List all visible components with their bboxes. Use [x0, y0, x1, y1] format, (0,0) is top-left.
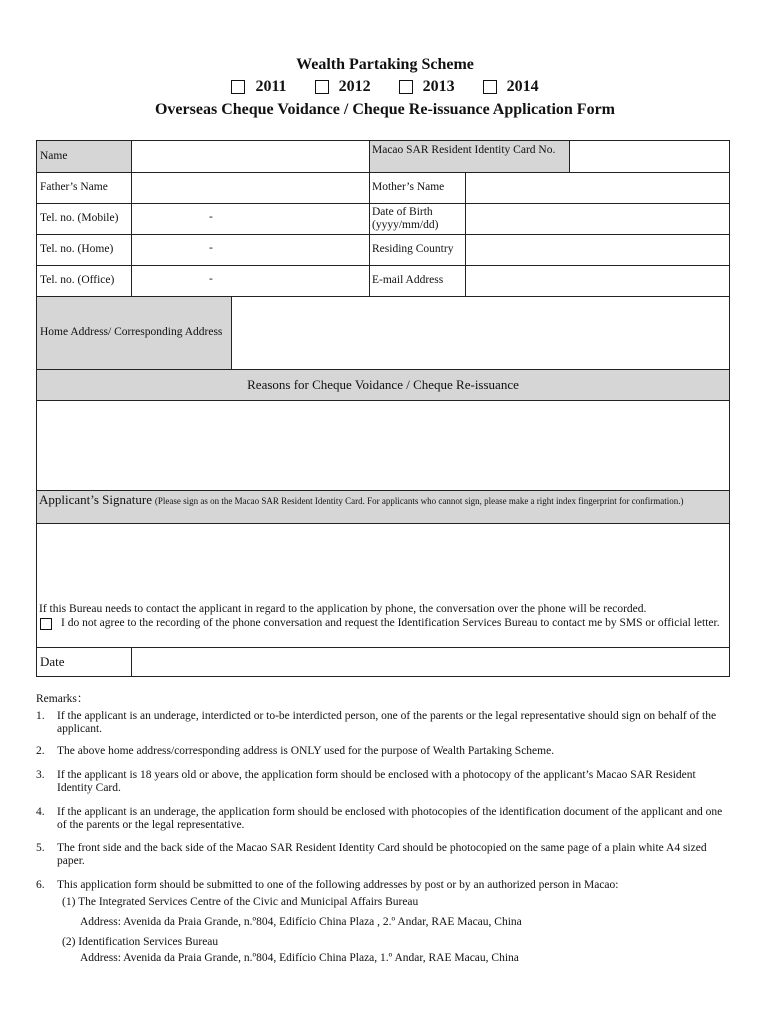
- row-divider: [37, 647, 729, 648]
- macao-id-field[interactable]: [569, 141, 729, 172]
- father-name-field[interactable]: [131, 172, 369, 203]
- office2-name: (2) Identification Services Bureau: [62, 936, 219, 948]
- dob-field[interactable]: [465, 203, 729, 234]
- form-header: [0, 54, 770, 120]
- remarks-title: Remarks：: [36, 693, 89, 705]
- year-label: 2011: [255, 78, 287, 95]
- row-divider: [37, 400, 729, 401]
- scheme-title: Wealth Partaking Scheme: [296, 56, 474, 73]
- no-record-option-label: I do not agree to the recording of the phone conversation and request the Identification Services Bureau to contact me by SMS or official letter.: [61, 617, 720, 629]
- year-checkbox[interactable]: [315, 80, 329, 94]
- year-checkbox[interactable]: [483, 80, 497, 94]
- tel-mobile-dash: -: [209, 211, 213, 223]
- year-label: 2012: [338, 78, 371, 95]
- remark-text: If the applicant is an underage, the application form should be enclosed with photocopies of the identification document of the applicant and one of the parents or the legal representative.: [57, 806, 723, 831]
- tel-office-label: Tel. no. (Office): [40, 274, 115, 286]
- signature-area[interactable]: [37, 523, 729, 647]
- tel-mobile-label: Tel. no. (Mobile): [40, 212, 119, 224]
- residing-country-field[interactable]: [465, 234, 729, 265]
- remark-number: 1.: [36, 710, 45, 722]
- remark-number: 4.: [36, 806, 45, 818]
- name-label: Name: [37, 141, 131, 172]
- office1-name: (1) The Integrated Services Centre of the Civic and Municipal Affairs Bureau: [62, 896, 419, 908]
- row-divider: [37, 172, 729, 173]
- name-field[interactable]: [131, 141, 369, 172]
- address-label: Home Address/ Corresponding Address: [37, 296, 231, 369]
- office2-address: Address: Avenida da Praia Grande, n.º804, Edifício China Plaza, 1.º Andar, RAE Macau, China: [80, 952, 519, 964]
- year-option-2011[interactable]: [231, 76, 286, 97]
- dob-label: Date of Birth (yyyy/mm/dd): [372, 206, 439, 231]
- column-divider: [131, 647, 132, 676]
- tel-home-label: Tel. no. (Home): [40, 243, 114, 255]
- signature-label: Applicant’s Signature: [39, 492, 153, 507]
- no-record-checkbox[interactable]: [40, 618, 52, 630]
- year-checkbox[interactable]: [231, 80, 245, 94]
- year-checkboxes: [0, 76, 770, 97]
- residing-country-label: Residing Country: [372, 243, 454, 255]
- office1-address: Address: Avenida da Praia Grande, n.º804, Edifício China Plaza , 2.º Andar, RAE Macau, China: [80, 916, 522, 928]
- mother-name-label: Mother’s Name: [372, 181, 445, 193]
- remark-number: 6.: [36, 879, 45, 891]
- year-option-2012[interactable]: [315, 76, 371, 97]
- column-divider: [465, 172, 466, 296]
- remark-number: 3.: [36, 769, 45, 781]
- tel-home-field[interactable]: [131, 234, 369, 265]
- tel-home-dash: -: [209, 242, 213, 254]
- year-checkbox[interactable]: [399, 80, 413, 94]
- remark-number: 5.: [36, 842, 45, 854]
- application-form: [36, 140, 730, 677]
- remark-number: 2.: [36, 745, 45, 757]
- remark-text: If the applicant is an underage, interdicted or to-be interdicted person, one of the parents or the legal representative should sign on behalf of the applicant.: [57, 710, 717, 735]
- tel-office-field[interactable]: [131, 265, 369, 296]
- date-label: Date: [40, 654, 65, 669]
- reasons-field[interactable]: [37, 400, 729, 490]
- father-name-label: Father’s Name: [40, 181, 108, 193]
- year-label: 2013: [422, 78, 455, 95]
- column-divider: [569, 141, 570, 172]
- remark-text: This application form should be submitted to one of the following addresses by post or by an authorized person in Macao:: [57, 879, 619, 891]
- row-divider: [37, 523, 729, 524]
- column-divider: [131, 141, 132, 296]
- address-field[interactable]: [231, 296, 729, 369]
- date-field[interactable]: [131, 647, 729, 676]
- macao-id-label: Macao SAR Resident Identity Card No.: [369, 141, 569, 172]
- year-label: 2014: [506, 78, 539, 95]
- remark-text: If the applicant is 18 years old or above, the application form should be enclosed with a photocopy of the applicant’s Macao SAR Resident Identity Card.: [57, 769, 696, 794]
- tel-mobile-field[interactable]: [131, 203, 369, 234]
- year-option-2014[interactable]: [483, 76, 539, 97]
- email-field[interactable]: [465, 265, 729, 296]
- row-divider: [37, 265, 729, 266]
- remark-text: The front side and the back side of the Macao SAR Resident Identity Card should be photocopied on the same page of a plain white A4 sized paper.: [57, 842, 707, 867]
- row-divider: [37, 296, 729, 297]
- form-title: Overseas Cheque Voidance / Cheque Re-issuance Application Form: [154, 101, 615, 118]
- column-divider: [231, 296, 232, 369]
- remark-text: The above home address/corresponding address is ONLY used for the purpose of Wealth Partaking Scheme.: [57, 745, 555, 757]
- signature-note: (Please sign as on the Macao SAR Resident Identity Card. For applicants who cannot sign, please make a right index fingerprint for confirmation.): [154, 496, 684, 506]
- phone-recording-notice: If this Bureau needs to contact the applicant in regard to the application by phone, the conversation over the phone will be recorded.: [39, 603, 647, 615]
- email-label: E-mail Address: [372, 274, 444, 286]
- row-divider: [37, 203, 729, 204]
- tel-office-dash: -: [209, 273, 213, 285]
- mother-name-field[interactable]: [465, 172, 729, 203]
- signature-header: [37, 490, 729, 523]
- column-divider: [369, 141, 370, 296]
- year-option-2013[interactable]: [399, 76, 455, 97]
- row-divider: [37, 490, 729, 491]
- reasons-header: Reasons for Cheque Voidance / Cheque Re-issuance: [37, 369, 729, 400]
- row-divider: [37, 234, 729, 235]
- row-divider: [37, 369, 729, 370]
